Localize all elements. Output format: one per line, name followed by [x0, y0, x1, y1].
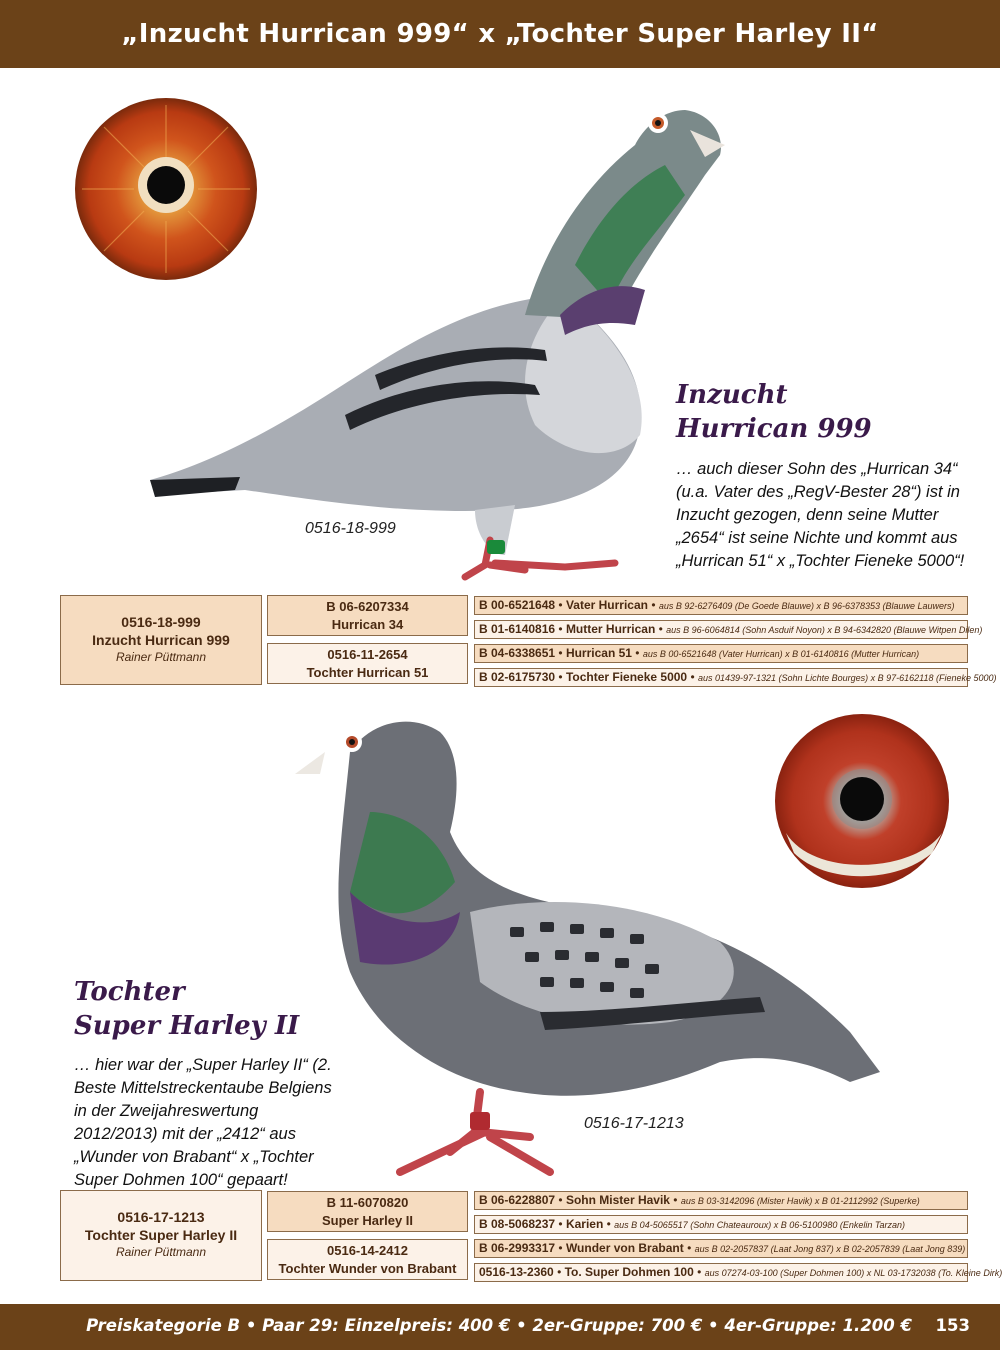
gp-origin: aus B 00-6521648 (Vater Hurrican) x B 01-6140816 (Mutter Hurrican) — [642, 649, 920, 659]
gp-ring: B 00-6521648 — [479, 598, 556, 612]
pedigree-grandparent-1c: B 04-6338651 • Hurrican 51 • aus B 00-6521648 (Vater Hurrican) x B 01-6140816 (Mutter Hurrican) — [474, 644, 968, 663]
gp-origin: aus B 96-6064814 (Sohn Asduif Noyon) x B 94-6342820 (Blauwe Witpen Dilen) — [666, 625, 983, 635]
gp-ring: B 02-6175730 — [479, 670, 556, 684]
bird-name-1 — [676, 378, 976, 446]
pedigree-main-ring: 0516-17-1213 — [117, 1209, 205, 1225]
bird-name-2 — [74, 975, 374, 1043]
gp-origin: aus 01439-97-1321 (Sohn Lichte Bourges) x B 97-6162118 (Fieneke 5000) — [697, 673, 997, 683]
bird-name-2-line1: Tochter — [74, 977, 185, 1007]
pedigree-grandparent-2d: 0516-13-2360 • To. Super Dohmen 100 • aus 07274-03-100 (Super Dohmen 100) x NL 03-1732038 (To. Kleine Dirk) — [474, 1263, 968, 1282]
ring-caption-2: 0516-17-1213 — [584, 1115, 684, 1132]
pedigree-grandparent-2b: B 08-5068237 • Karien • aus B 04-5065517 (Sohn Chateauroux) x B 06-5100980 (Enkelin Tarzan) — [474, 1215, 968, 1234]
pedigree-father-1 — [267, 595, 468, 636]
pedigree-grandparent-1b: B 01-6140816 • Mutter Hurrican • aus B 96-6064814 (Sohn Asduif Noyon) x B 94-6342820 (Blauwe Witpen Dilen) — [474, 620, 968, 639]
gp-origin: aus B 04-5065517 (Sohn Chateauroux) x B 06-5100980 (Enkelin Tarzan) — [614, 1220, 906, 1230]
mother-ring: 0516-14-2412 — [327, 1243, 408, 1258]
pedigree-grandparent-1d: B 02-6175730 • Tochter Fieneke 5000 • aus 01439-97-1321 (Sohn Lichte Bourges) x B 97-6162118 (Fieneke 5000) — [474, 668, 968, 687]
pedigree-mother-2 — [267, 1239, 468, 1280]
bird-description-2: … hier war der „Super Harley II“ (2. Beste Mittelstreckentaube Belgiens in der Zweijahreswertung 2012/2013) mit der „2412“ aus „Wunder von Brabant“ x „Tochter Super Dohmen 100“ gepaart! — [74, 1056, 332, 1189]
gp-origin: aus B 02-2057837 (Laat Jong 837) x B 02-2057839 (Laat Jong 839) — [694, 1244, 966, 1254]
gp-name: Wunder von Brabant — [565, 1241, 684, 1255]
bird-name-2-line2: Super Harley II — [74, 1011, 300, 1041]
gp-ring: B 04-6338651 — [479, 646, 556, 660]
father-name: Hurrican 34 — [331, 617, 404, 632]
gp-ring: B 01-6140816 — [479, 622, 556, 636]
mother-name: Tochter Wunder von Brabant — [278, 1261, 457, 1276]
page-title: „Inzucht Hurrican 999“ x „Tochter Super Harley II“ — [121, 19, 879, 49]
father-ring: B 11-6070820 — [326, 1195, 409, 1210]
father-ring: B 06-6207334 — [326, 599, 409, 614]
bird-name-1-line2: Hurrican 999 — [676, 414, 872, 444]
pedigree-grandparent-2c: B 06-2993317 • Wunder von Brabant • aus B 02-2057837 (Laat Jong 837) x B 02-2057839 (Laat Jong 839) — [474, 1239, 968, 1258]
page-number: 153 — [935, 1316, 970, 1335]
pedigree-main-ring: 0516-18-999 — [121, 614, 201, 630]
gp-name: Vater Hurrican — [565, 598, 648, 612]
pigeon-photo-1 — [145, 85, 735, 585]
gp-name: Mutter Hurrican — [565, 622, 656, 636]
gp-ring: B 06-6228807 — [479, 1193, 556, 1207]
gp-origin: aus B 92-6276409 (De Goede Blauwe) x B 96-6378353 (Blauwe Lauwers) — [658, 601, 955, 611]
pedigree-main-breeder: Rainer Püttmann — [115, 650, 207, 664]
gp-name: Sohn Mister Havik — [565, 1193, 670, 1207]
price-info: Preiskategorie B • Paar 29: Einzelpreis: 400 € • 2er-Gruppe: 700 € • 4er-Gruppe: 1.200 € — [86, 1316, 912, 1335]
gp-name: Karien — [565, 1217, 604, 1231]
gp-name: To. Super Dohmen 100 — [564, 1265, 694, 1279]
header-bar — [0, 0, 1000, 68]
pedigree-grandparent-1a: B 00-6521648 • Vater Hurrican • aus B 92-6276409 (De Goede Blauwe) x B 96-6378353 (Blauwe Lauwers) — [474, 596, 968, 615]
pedigree-main-name: Inzucht Hurrican 999 — [92, 632, 230, 648]
bird-description-1: … auch dieser Sohn des „Hurrican 34“ (u.a. Vater des „RegV-Bester 28“) ist in Inzucht gezogen, denn seine Mutter „2654“ ist seine Nichte und kommt aus „Hurrican 51“ x „Tochter Fieneke 5000“! — [676, 460, 965, 570]
pedigree-main-name: Tochter Super Harley II — [84, 1227, 238, 1243]
pedigree-main-breeder: Rainer Püttmann — [115, 1245, 207, 1259]
ring-caption-1: 0516-18-999 — [305, 520, 396, 537]
mother-name: Tochter Hurrican 51 — [306, 665, 429, 680]
gp-ring: B 06-2993317 — [479, 1241, 556, 1255]
gp-name: Tochter Fieneke 5000 — [565, 670, 688, 684]
pedigree-mother-1 — [267, 643, 468, 684]
gp-ring: 0516-13-2360 — [479, 1265, 554, 1279]
pedigree-main-2 — [60, 1190, 262, 1281]
gp-origin: aus 07274-03-100 (Super Dohmen 100) x NL 03-1732038 (To. Kleine Dirk) — [704, 1268, 1002, 1278]
gp-name: Hurrican 51 — [565, 646, 632, 660]
pedigree-main-1 — [60, 595, 262, 685]
footer-bar — [0, 1304, 1000, 1350]
gp-ring: B 08-5068237 — [479, 1217, 556, 1231]
mother-ring: 0516-11-2654 — [327, 647, 408, 662]
father-name: Super Harley II — [321, 1213, 414, 1228]
pedigree-father-2 — [267, 1191, 468, 1232]
pedigree-grandparent-2a: B 06-6228807 • Sohn Mister Havik • aus B 03-3142096 (Mister Havik) x B 01-2112992 (Superke) — [474, 1191, 968, 1210]
bird-name-1-line1: Inzucht — [676, 380, 788, 410]
gp-origin: aus B 03-3142096 (Mister Havik) x B 01-2112992 (Superke) — [680, 1196, 920, 1206]
